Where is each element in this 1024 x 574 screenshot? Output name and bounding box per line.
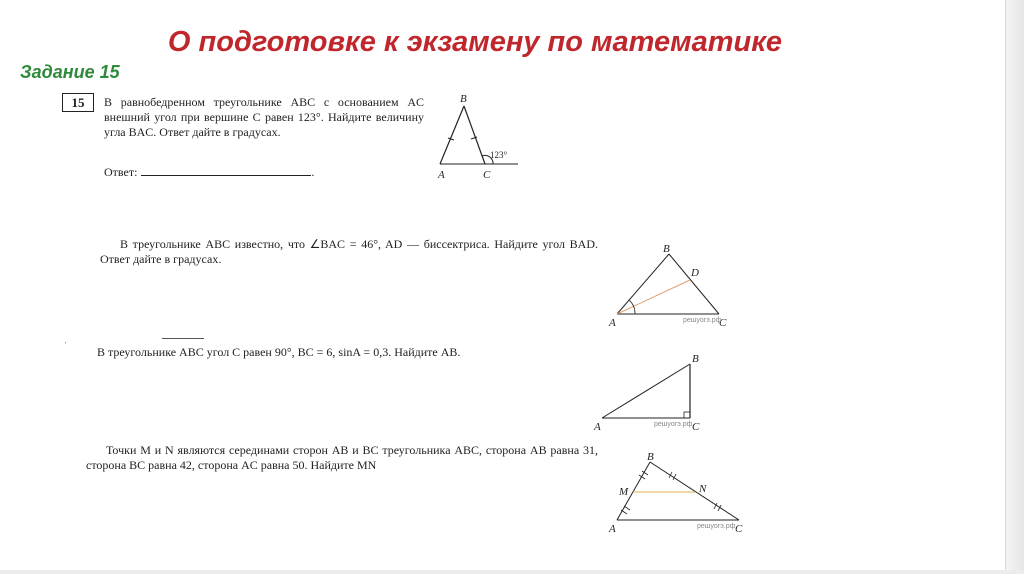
side-ab	[440, 106, 464, 164]
side-ab	[602, 364, 690, 418]
point-m-label: M	[619, 486, 629, 498]
answer-end: .	[311, 165, 315, 179]
problem-2-text: В треугольнике ABC известно, что ∠BAC = 46°, AD — биссектриса. Найдите угол BAD. Ответ дайте в градусах.	[100, 237, 598, 266]
watermark: решуогэ.рф	[654, 421, 693, 428]
fragment-line	[162, 338, 204, 339]
tick-mark	[624, 506, 630, 510]
vertex-c-label: C	[735, 523, 743, 535]
vertex-b-label: B	[647, 451, 654, 463]
watermark: решуогэ.рф	[683, 317, 722, 324]
slide-title: О подготовке к экзамену по математике	[167, 26, 783, 58]
side-ab	[617, 254, 669, 314]
side-bc	[464, 106, 485, 164]
vertex-b-label: B	[692, 353, 699, 365]
problem-3-figure	[590, 350, 710, 438]
point-d-label: D	[691, 267, 699, 279]
answer-label: Ответ:	[104, 165, 138, 179]
problem-2-figure	[605, 240, 735, 332]
vertex-c-label: C	[692, 421, 700, 433]
task-number-box: 15	[62, 93, 94, 112]
vertex-c-label: C	[719, 317, 727, 329]
side-bc	[650, 462, 739, 520]
slide-subtitle: Задание 15	[20, 62, 120, 82]
problem-1-figure	[430, 90, 530, 182]
watermark: решуогэ.рф	[697, 523, 736, 530]
vertex-a-label: A	[438, 169, 445, 181]
problem-3-text: В треугольнике ABC угол C равен 90°, BC = 6, sinA = 0,3. Найдите AB.	[97, 345, 461, 359]
slide-frame-edge	[1005, 0, 1024, 574]
point-n-label: N	[699, 483, 707, 495]
vertex-a-label: A	[609, 317, 616, 329]
problem-4-text: Точки M и N являются серединами сторон AB и BC треугольника ABC, сторона AB равна 31, сторона BC равна 42, сторона AC равна 50. Найдите MN	[86, 443, 598, 472]
answer-line	[141, 165, 311, 176]
text-fragment: ˌ	[64, 333, 68, 344]
slide-frame-bottom	[0, 570, 1024, 574]
vertex-a-label: A	[594, 421, 601, 433]
problem-1-answer	[104, 165, 314, 180]
vertex-b-label: B	[460, 93, 467, 105]
angle-label: 123°	[490, 150, 508, 160]
problem-1-text: В равнобедренном треугольнике ABC с основанием AC внешний угол при вершине C равен 123°. Найдите величину угла BAC. Ответ дайте в градусах.	[104, 95, 424, 139]
right-angle-mark	[684, 412, 690, 418]
vertex-a-label: A	[609, 523, 616, 535]
problem-4-figure	[605, 448, 750, 538]
vertex-c-label: C	[483, 169, 491, 181]
bisector-ad	[617, 280, 690, 314]
vertex-b-label: B	[663, 243, 670, 255]
side-bc	[669, 254, 719, 314]
